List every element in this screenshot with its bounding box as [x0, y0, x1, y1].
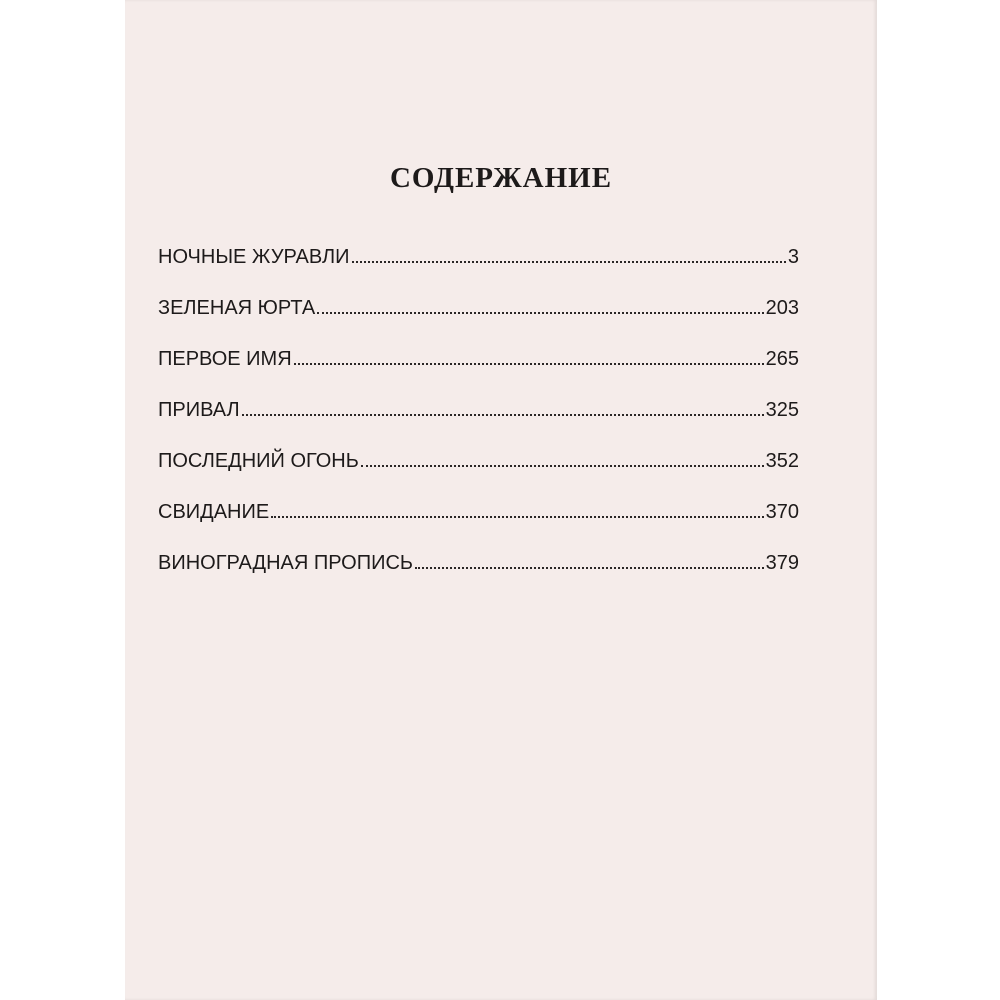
toc-entry	[158, 450, 799, 501]
toc-entry	[158, 297, 799, 348]
toc-entry-title: ПРИВАЛ	[158, 399, 240, 421]
book-page	[125, 0, 877, 1000]
toc-entry-page: 203	[765, 297, 799, 319]
toc-entry	[158, 552, 799, 603]
toc-entry-page: 265	[765, 348, 799, 370]
dot-leader	[242, 413, 764, 416]
dot-leader	[352, 260, 786, 263]
toc-entry	[158, 348, 799, 399]
toc-entry-title: ПЕРВОЕ ИМЯ	[158, 348, 292, 370]
toc-entry-title: ЗЕЛЕНАЯ ЮРТА	[158, 297, 316, 319]
toc-entry	[158, 399, 799, 450]
dot-leader	[361, 464, 764, 467]
toc-entry-page: 370	[765, 501, 799, 523]
toc-entry-page: 325	[765, 399, 799, 421]
table-of-contents	[158, 246, 799, 603]
toc-entry	[158, 246, 799, 297]
toc-entry-title: ПОСЛЕДНИЙ ОГОНЬ	[158, 450, 359, 472]
dot-leader	[317, 311, 763, 314]
dot-leader	[415, 566, 764, 569]
toc-entry	[158, 501, 799, 552]
dot-leader	[271, 515, 763, 518]
toc-entry-page: 379	[765, 552, 799, 574]
toc-entry-page: 352	[765, 450, 799, 472]
page-title: СОДЕРЖАНИЕ	[389, 162, 613, 194]
dot-leader	[294, 362, 764, 365]
toc-entry-title: СВИДАНИЕ	[158, 501, 270, 523]
toc-entry-title: ВИНОГРАДНАЯ ПРОПИСЬ	[158, 552, 414, 574]
toc-entry-title: НОЧНЫЕ ЖУРАВЛИ	[158, 246, 350, 268]
toc-entry-page: 3	[787, 246, 799, 268]
